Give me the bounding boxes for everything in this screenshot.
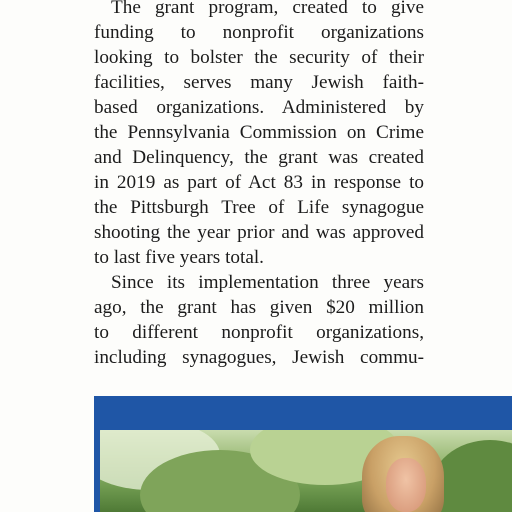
paragraph-line: facilities, serves many Jewish faith-: [94, 72, 424, 93]
paragraph-line: shooting the year prior and was approved: [94, 222, 424, 243]
paragraph-line: the Pittsburgh Tree of Life synagogue: [94, 197, 424, 218]
paragraph-line: to last five years total.: [94, 247, 264, 268]
paragraph-line: in 2019 as part of Act 83 in response to: [94, 172, 424, 193]
paragraph-line: looking to bolster the security of their: [94, 47, 424, 68]
paragraph-line: based organizations. Administered by: [94, 97, 424, 118]
paragraph-line: including synagogues, Jewish commu-: [94, 347, 424, 368]
paragraph-line: the Pennsylvania Commission on Crime: [94, 122, 424, 143]
person-face: [386, 458, 426, 512]
paragraph-line: The grant program, created to give: [111, 0, 424, 18]
paragraph-line: Since its implementation three years: [111, 272, 424, 293]
article-photo: [100, 430, 512, 512]
paragraph-line: ago, the grant has given $20 million: [94, 297, 424, 318]
paragraph-line: funding to nonprofit organizations: [94, 22, 424, 43]
paragraph-line: to different nonprofit organizations,: [94, 322, 424, 343]
paragraph-line: and Delinquency, the grant was created: [94, 147, 424, 168]
photo-frame: [94, 396, 512, 512]
